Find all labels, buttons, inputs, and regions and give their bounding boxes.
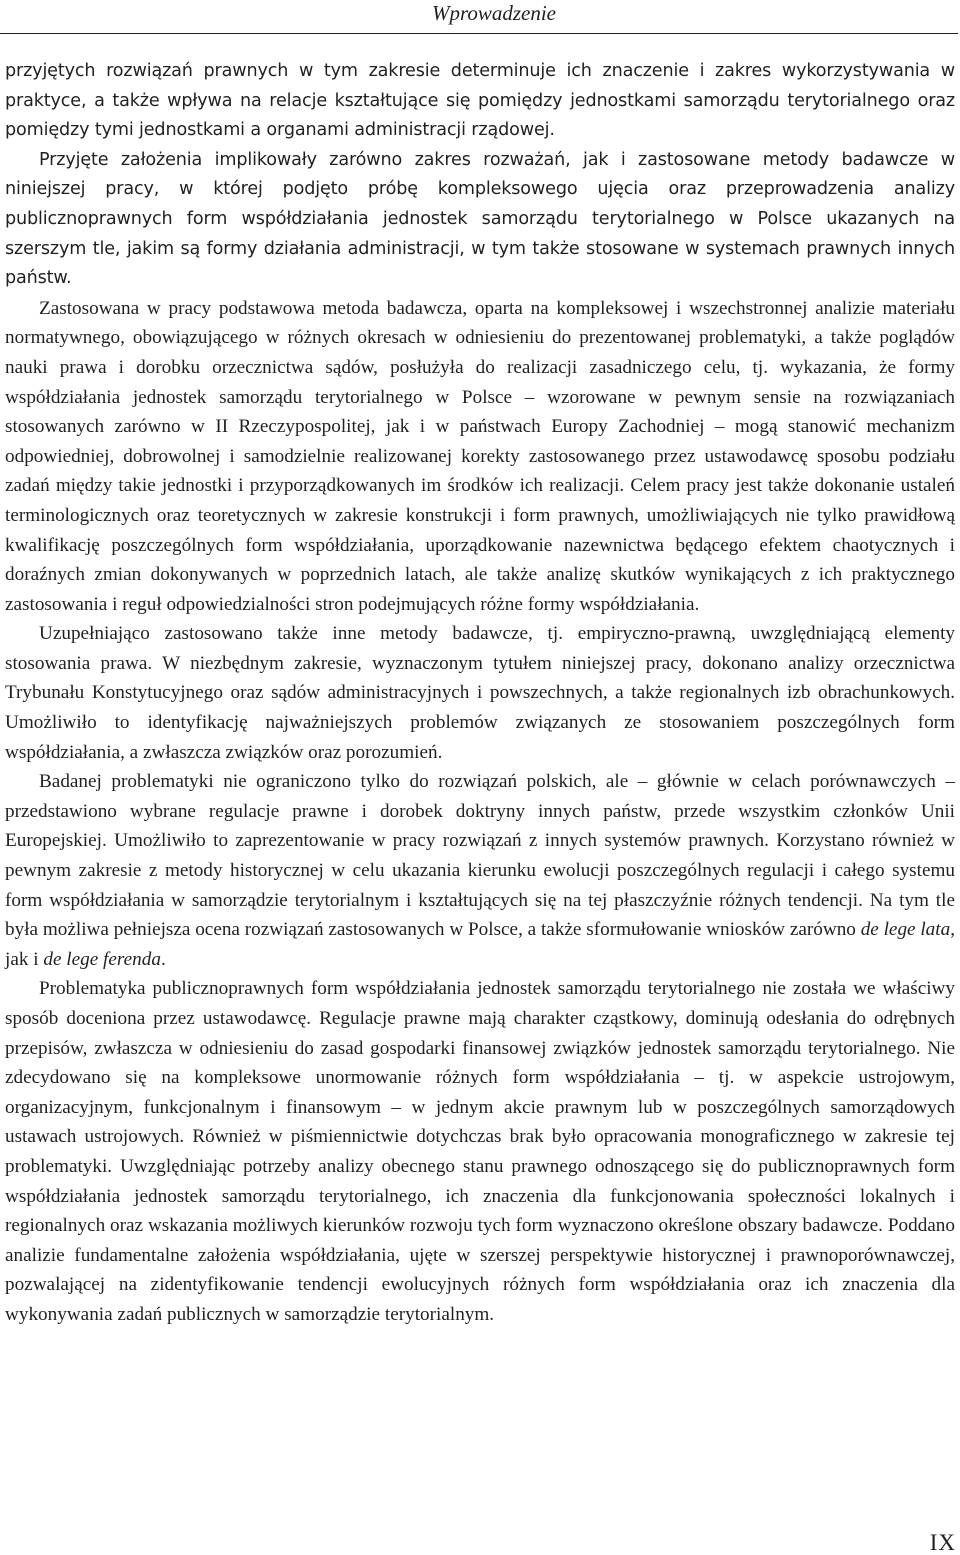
paragraph-5-connector: , jak i: [5, 919, 955, 970]
latin-term-de-lege-ferenda: de lege ferenda: [43, 948, 161, 970]
running-title: Wprowadzenie: [431, 1, 556, 25]
paragraph-5: [5, 767, 955, 974]
latin-term-de-lege-lata: de lege lata: [860, 919, 951, 941]
paragraph-1: przyjętych rozwiązań prawnych w tym zakresie determinuje ich znaczenie i zakres wykorzystywania w praktyce, a także wpływa na relacje kształtujące się pomiędzy jednostkami samorządu terytorialnego oraz pomiędzy tymi jednostkami a organami administracji rządowej.: [5, 61, 955, 141]
page-body: [5, 57, 955, 1330]
page-number: IX: [929, 1530, 956, 1555]
paragraph-6: Problematyka publicznoprawnych form współdziałania jednostek samorządu terytorialnego nie została we właściwy sposób doceniona przez ustawodawcę. Regulacje prawne mają charakter cząstkowy, dominują odesłania do odrębnych przepisów, zwłaszcza w odniesieniu do zasad gospodarki finansowej związków jednostek samorządu terytorialnego. Nie zdecydowano się na kompleksowe unormowanie różnych form współdziałania – tj. w aspekcie ustrojowym, organizacyjnym, funkcjonalnym i finansowym – w jednym akcie prawnym lub w poszczególnych samorządowych ustawach ustrojowych. Również w piśmiennictwie dotychczas brak było opracowania monograficznego w zakresie tej problematyki. Uwzględniając potrzeby analizy obecnego stanu prawnego odnoszącego się do publicznoprawnych form współdziałania jednostek samorządu terytorialnego, ich znaczenia dla funkcjonowania społeczności lokalnych i regionalnych oraz wskazania możliwych kierunków rozwoju tych form wyznaczono określone obszary badawcze. Poddano analizie fundamentalne założenia współdziałania, ujęte w szerszej perspektywie historycznej i prawnoporównawczej, pozwalającej na zidentyfikowanie tendencji ewolucyjnych różnych form współdziałania oraz ich znaczenia dla wykonywania zadań publicznych w samorządzie terytorialnym.: [5, 978, 955, 1325]
paragraph-2: Przyjęte założenia implikowały zarówno zakres rozważań, jak i zastosowane metody badawcze w niniejszej pracy, w której podjęto próbę kompleksowego ujęcia oraz przeprowadzenia analizy publicznoprawnych form współdziałania jednostek samorządu terytorialnego w Polsce ukazanych na szerszym tle, jakim są formy działania administracji, w tym także stosowane w systemach prawnych innych państw.: [5, 149, 955, 289]
paragraph-5-text: Badanej problematyki nie ograniczono tylko do rozwiązań polskich, ale – głównie w celach porównawczych – przedstawiono wybrane regulacje prawne i dorobek doktryny innych państw, przede wszystkim członków Unii Europejskiej. Umożliwiło to zaprezentowanie w pracy rozwiązań z innych systemów prawnych. Korzystano również w pewnym zakresie z metody historycznej w celu ukazania kierunku ewolucji poszczególnych regulacji i całego systemu form współdziałania w samorządzie terytorialnym i kształtujących się na tej płaszczyźnie różnych tendencji. Na tym tle była możliwa pełniejsza ocena rozwiązań zastosowanych w Polsce, a także sformułowanie wniosków zarówno: [5, 771, 955, 941]
paragraph-3: Zastosowana w pracy podstawowa metoda badawcza, oparta na kompleksowej i wszechstronnej analizie materiału normatywnego, obowiązującego w różnych okresach w odniesieniu do prezentowanej problematyki, a także poglądów nauki prawa i dorobku orzecznictwa sądów, posłużyła do realizacji zasadniczego celu, tj. wykazania, że formy współdziałania jednostek samorządu terytorialnego w Polsce – wzorowane w pewnym sensie na rozwiązaniach stosowanych zarówno w II Rzeczypospolitej, jak i w państwach Europy Zachodniej – mogą stanowić mechanizm odpowiedniej, dobrowolnej i samodzielnie realizowanej korekty zastosowanego przez ustawodawcę sposobu podziału zadań między takie jednostki i przyporządkowanych im środków ich realizacji. Celem pracy jest także dokonanie ustaleń terminologicznych oraz teoretycznych w zakresie konstrukcji i form prawnych, umożliwiających nie tylko prawidłową kwalifikację poszczególnych form współdziałania, uporządkowanie nazewnictwa będącego efektem chaotycznych i doraźnych zmian dokonywanych w poprzednich latach, ale także analizę skutków wynikających z ich praktycznego zastosowania i reguł odpowiedzialności stron podejmujących różne formy współdziałania.: [5, 297, 955, 615]
running-head: [0, 0, 958, 34]
paragraph-5-end: .: [160, 948, 166, 970]
paragraph-4: Uzupełniająco zastosowano także inne metody badawcze, tj. empiryczno-prawną, uwzględniającą elementy stosowania prawa. W niezbędnym zakresie, wyznaczonym tytułem niniejszej pracy, dokonano analizy orzecznictwa Trybunału Konstytucyjnego oraz sądów administracyjnych i powszechnych, a także regionalnych izb obrachunkowych. Umożliwiło to identyfikację najważniejszych problemów związanych ze stosowaniem poszczególnych form współdziałania, a zwłaszcza związków oraz porozumień.: [5, 623, 955, 763]
